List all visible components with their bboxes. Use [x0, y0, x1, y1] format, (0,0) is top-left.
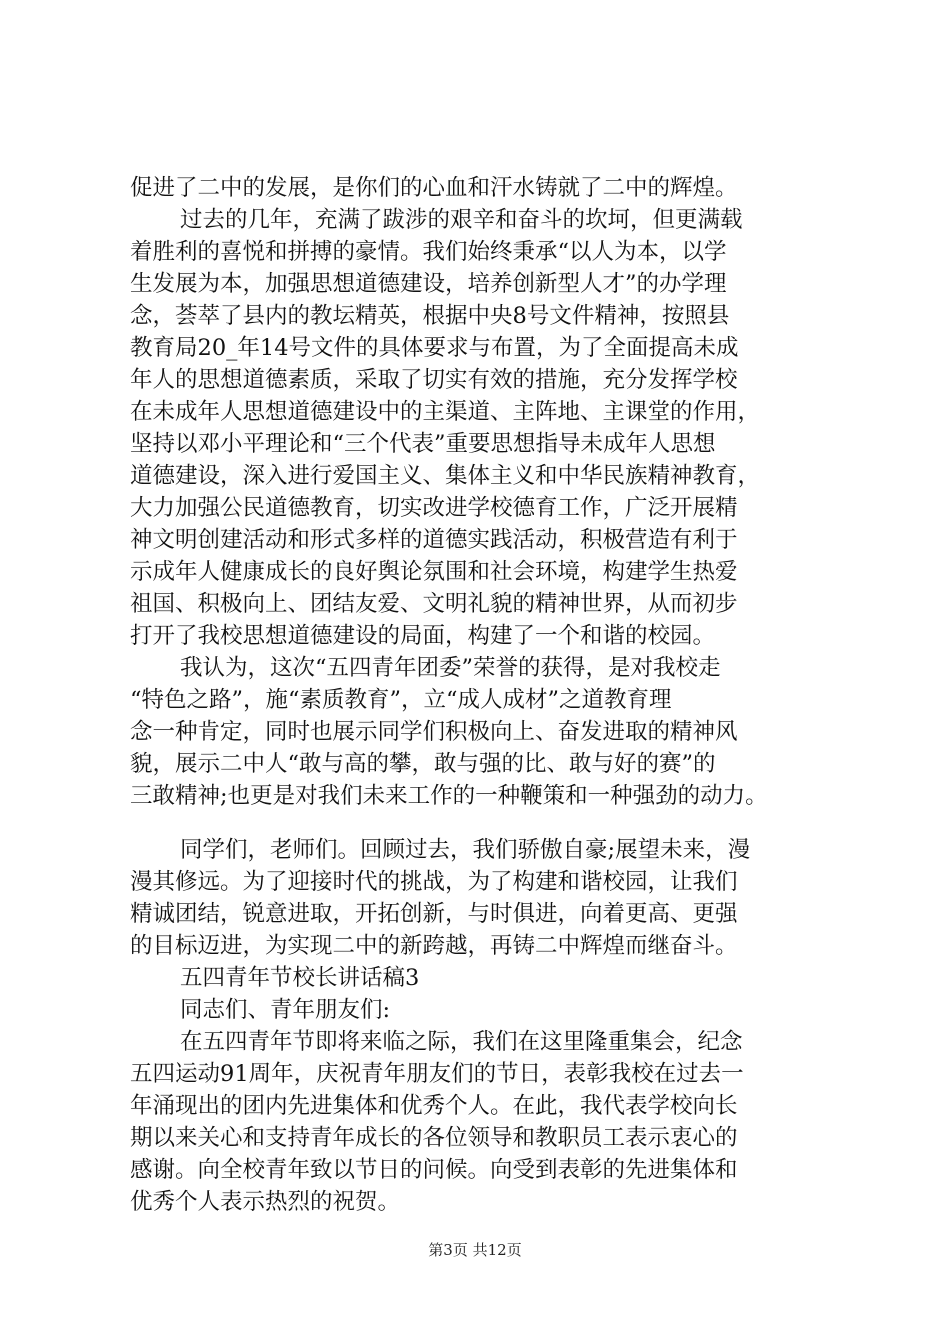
text-line: 教育局20_年14号文件的具体要求与布置，为了全面提高未成	[130, 335, 739, 361]
text-line: 念，荟萃了县内的教坛精英，根据中央8号文件精神，按照县	[130, 303, 730, 329]
text-line: 三敢精神;也更是对我们未来工作的一种鞭策和一种强劲的动力。	[130, 783, 768, 809]
text-line: 五四运动91周年，庆祝青年朋友们的节日，表彰我校在过去一	[130, 1061, 744, 1087]
text-line: 过去的几年，充满了跋涉的艰辛和奋斗的坎坷，但更满载	[180, 207, 743, 233]
text-line: 我认为，这次“五四青年团委”荣誉的获得，是对我校走	[180, 655, 721, 681]
text-line: 大力加强公民道德教育，切实改进学校德育工作，广泛开展精	[130, 495, 738, 521]
text-line: 五四青年节校长讲话稿3	[180, 965, 420, 991]
text-line: 年涌现出的团内先进集体和优秀个人。在此，我代表学校向长	[130, 1093, 738, 1119]
text-line: 期以来关心和支持青年成长的各位领导和教职员工表示衷心的	[130, 1125, 738, 1151]
text-line: 打开了我校思想道德建设的局面，构建了一个和谐的校园。	[130, 623, 716, 649]
text-line: 在五四青年节即将来临之际，我们在这里隆重集会，纪念	[180, 1029, 743, 1055]
text-line: 感谢。向全校青年致以节日的问候。向受到表彰的先进集体和	[130, 1157, 738, 1183]
text-line: 生发展为本，加强思想道德建设，培养创新型人才”的办学理	[130, 271, 727, 297]
text-line: 着胜利的喜悦和拼搏的豪情。我们始终秉承“以人为本，以学	[130, 239, 727, 265]
text-line: 精诚团结，锐意进取，开拓创新，与时俱进，向着更高、更强	[130, 901, 738, 927]
text-line: 促进了二中的发展，是你们的心血和汗水铸就了二中的辉煌。	[130, 175, 738, 201]
text-line: 貌，展示二中人“敢与高的攀，敢与强的比、敢与好的赛”的	[130, 751, 716, 777]
text-line: 神文明创建活动和形式多样的道德实践活动，积极营造有利于	[130, 527, 738, 553]
text-line: 在未成年人思想道德建设中的主渠道、主阵地、主课堂的作用，	[130, 399, 761, 425]
text-line: 年人的思想道德素质，采取了切实有效的措施，充分发挥学校	[130, 367, 738, 393]
text-line: 道德建设，深入进行爱国主义、集体主义和中华民族精神教育，	[130, 463, 761, 489]
paragraph-gap	[130, 812, 842, 834]
document-body	[130, 172, 842, 1218]
text-line: 漫其修远。为了迎接时代的挑战，为了构建和谐校园，让我们	[130, 869, 738, 895]
text-line: 同志们、青年朋友们:	[180, 997, 391, 1023]
text-line: 的目标迈进，为实现二中的新跨越，再铸二中辉煌而继奋斗。	[130, 933, 738, 959]
text-line: “特色之路”，施“素质教育”，立“成人成材”之道教育理	[130, 687, 672, 713]
text-line: 念一种肯定，同时也展示同学们积极向上、奋发进取的精神风	[130, 719, 738, 745]
page-footer: 第3页 共12页	[428, 1241, 522, 1259]
text-line: 同学们，老师们。回顾过去，我们骄傲自豪;展望未来，漫	[180, 837, 751, 863]
text-line: 坚持以邓小平理论和“三个代表”重要思想指导未成年人思想	[130, 431, 716, 457]
text-line: 祖国、积极向上、团结友爱、文明礼貌的精神世界，从而初步	[130, 591, 738, 617]
text-line: 优秀个人表示热烈的祝贺。	[130, 1189, 401, 1215]
text-line: 示成年人健康成长的良好舆论氛围和社会环境，构建学生热爱	[130, 559, 738, 585]
